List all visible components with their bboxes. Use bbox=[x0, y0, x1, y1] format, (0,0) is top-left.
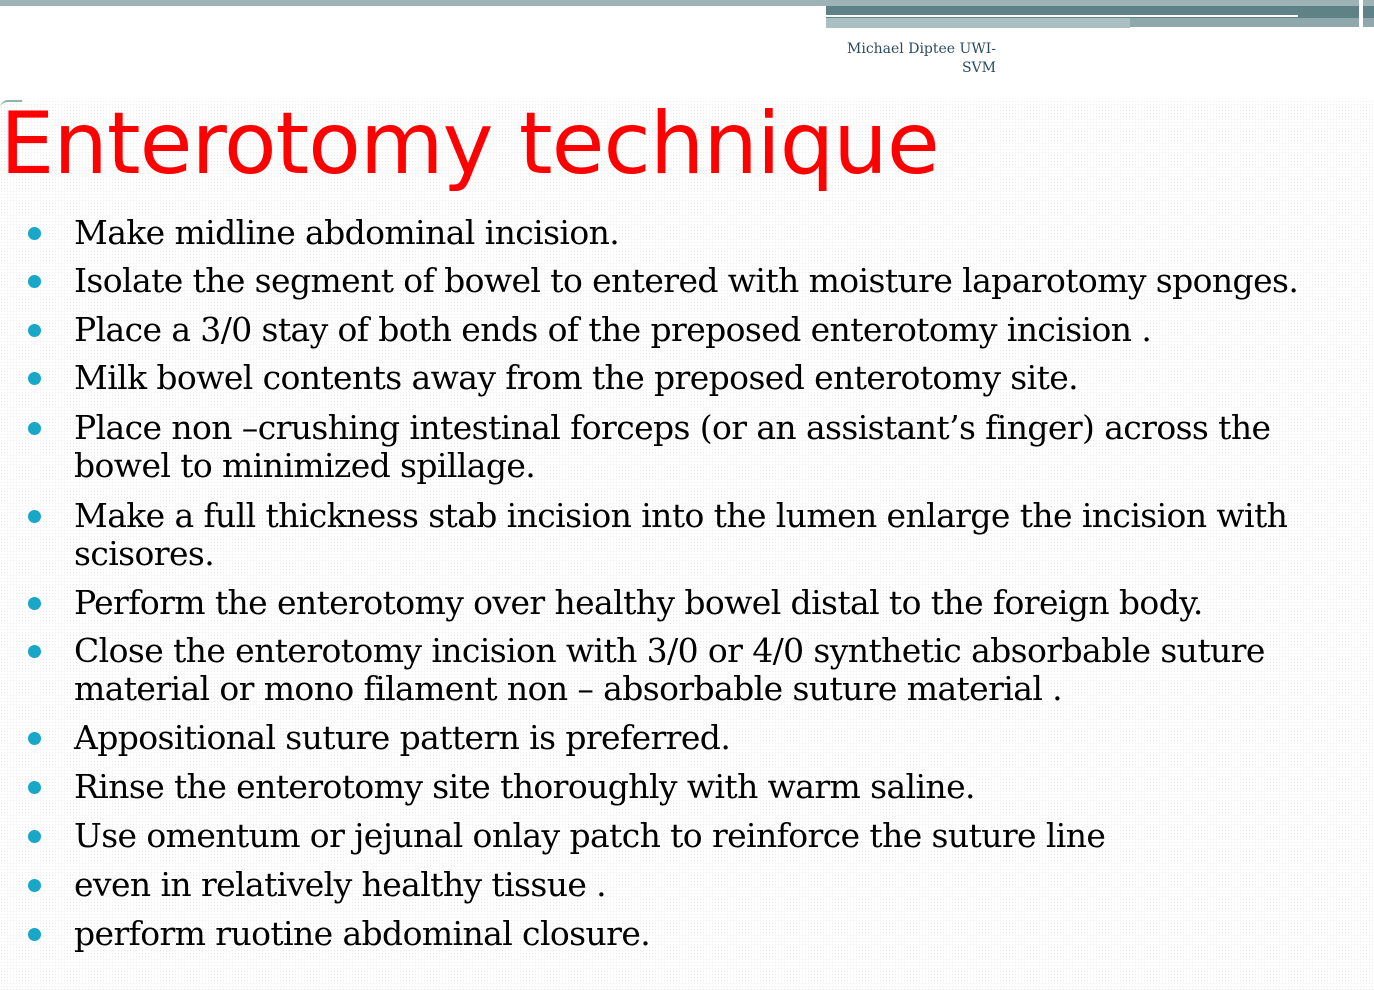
bullet-dot-icon bbox=[28, 732, 41, 745]
bullet-text: Perform the enterotomy over healthy bowel distal to the foreign body. bbox=[74, 583, 1203, 622]
bullet-text: even in relatively healthy tissue . bbox=[74, 865, 607, 904]
bullet-item bbox=[74, 632, 1369, 708]
header-decoration bbox=[826, 0, 1374, 32]
header-stripe-light bbox=[826, 18, 1130, 28]
bullet-item bbox=[74, 719, 1369, 757]
bullet-text-continued: scisores. bbox=[74, 534, 215, 573]
bullet-item bbox=[74, 409, 1369, 485]
bullet-text: Appositional suture pattern is preferred. bbox=[74, 718, 731, 757]
bullet-text: Make midline abdominal incision. bbox=[74, 213, 620, 252]
bullet-text: Close the enterotomy incision with 3/0 or 4/0 synthetic absorbable suture bbox=[74, 631, 1265, 670]
bullet-text: Rinse the enterotomy site thoroughly with warm saline. bbox=[74, 767, 975, 806]
bullet-dot-icon bbox=[28, 372, 41, 385]
bullet-text: Make a full thickness stab incision into the lumen enlarge the incision with bbox=[74, 496, 1288, 535]
bullet-item bbox=[74, 866, 1369, 904]
bullet-item bbox=[74, 817, 1369, 855]
header-stripe-gap bbox=[1359, 0, 1363, 32]
bullet-text-continued: bowel to minimized spillage. bbox=[74, 446, 536, 485]
bullet-dot-icon bbox=[28, 227, 41, 240]
bullet-item bbox=[74, 311, 1369, 349]
author-footer: Michael Diptee UWI-SVM bbox=[847, 41, 996, 76]
bullet-text: Place a 3/0 stay of both ends of the preposed enterotomy incision . bbox=[74, 310, 1152, 349]
bullet-item bbox=[74, 497, 1369, 573]
bullet-item bbox=[74, 262, 1369, 300]
bullet-dot-icon bbox=[28, 781, 41, 794]
bullet-dot-icon bbox=[28, 597, 41, 610]
slide-title: Enterotomy technique bbox=[0, 94, 939, 194]
bullet-item bbox=[74, 214, 1369, 252]
bullet-dot-icon bbox=[28, 422, 41, 435]
bullet-text: Milk bowel contents away from the preposed enterotomy site. bbox=[74, 358, 1079, 397]
bullet-item bbox=[74, 915, 1369, 953]
bullet-dot-icon bbox=[28, 645, 41, 658]
bullet-item bbox=[74, 768, 1369, 806]
bullet-dot-icon bbox=[28, 879, 41, 892]
bullet-dot-icon bbox=[28, 928, 41, 941]
bullet-text-continued: material or mono filament non – absorbable suture material . bbox=[74, 669, 1063, 708]
bullet-item bbox=[74, 584, 1369, 622]
bullet-text: Use omentum or jejunal onlay patch to reinforce the suture line bbox=[74, 816, 1106, 855]
bullet-dot-icon bbox=[28, 830, 41, 843]
bullet-text: perform ruotine abdominal closure. bbox=[74, 914, 651, 953]
bullet-text: Place non –crushing intestinal forceps (or an assistant’s finger) across the bbox=[74, 408, 1271, 447]
bullet-dot-icon bbox=[28, 275, 41, 288]
header-stripe-line bbox=[826, 15, 1298, 17]
bullet-item bbox=[74, 359, 1369, 397]
header-stripe-line-right bbox=[1130, 27, 1374, 29]
bullet-dot-icon bbox=[28, 324, 41, 337]
bullet-dot-icon bbox=[28, 510, 41, 523]
bullet-text: Isolate the segment of bowel to entered with moisture laparotomy sponges. bbox=[74, 261, 1299, 300]
